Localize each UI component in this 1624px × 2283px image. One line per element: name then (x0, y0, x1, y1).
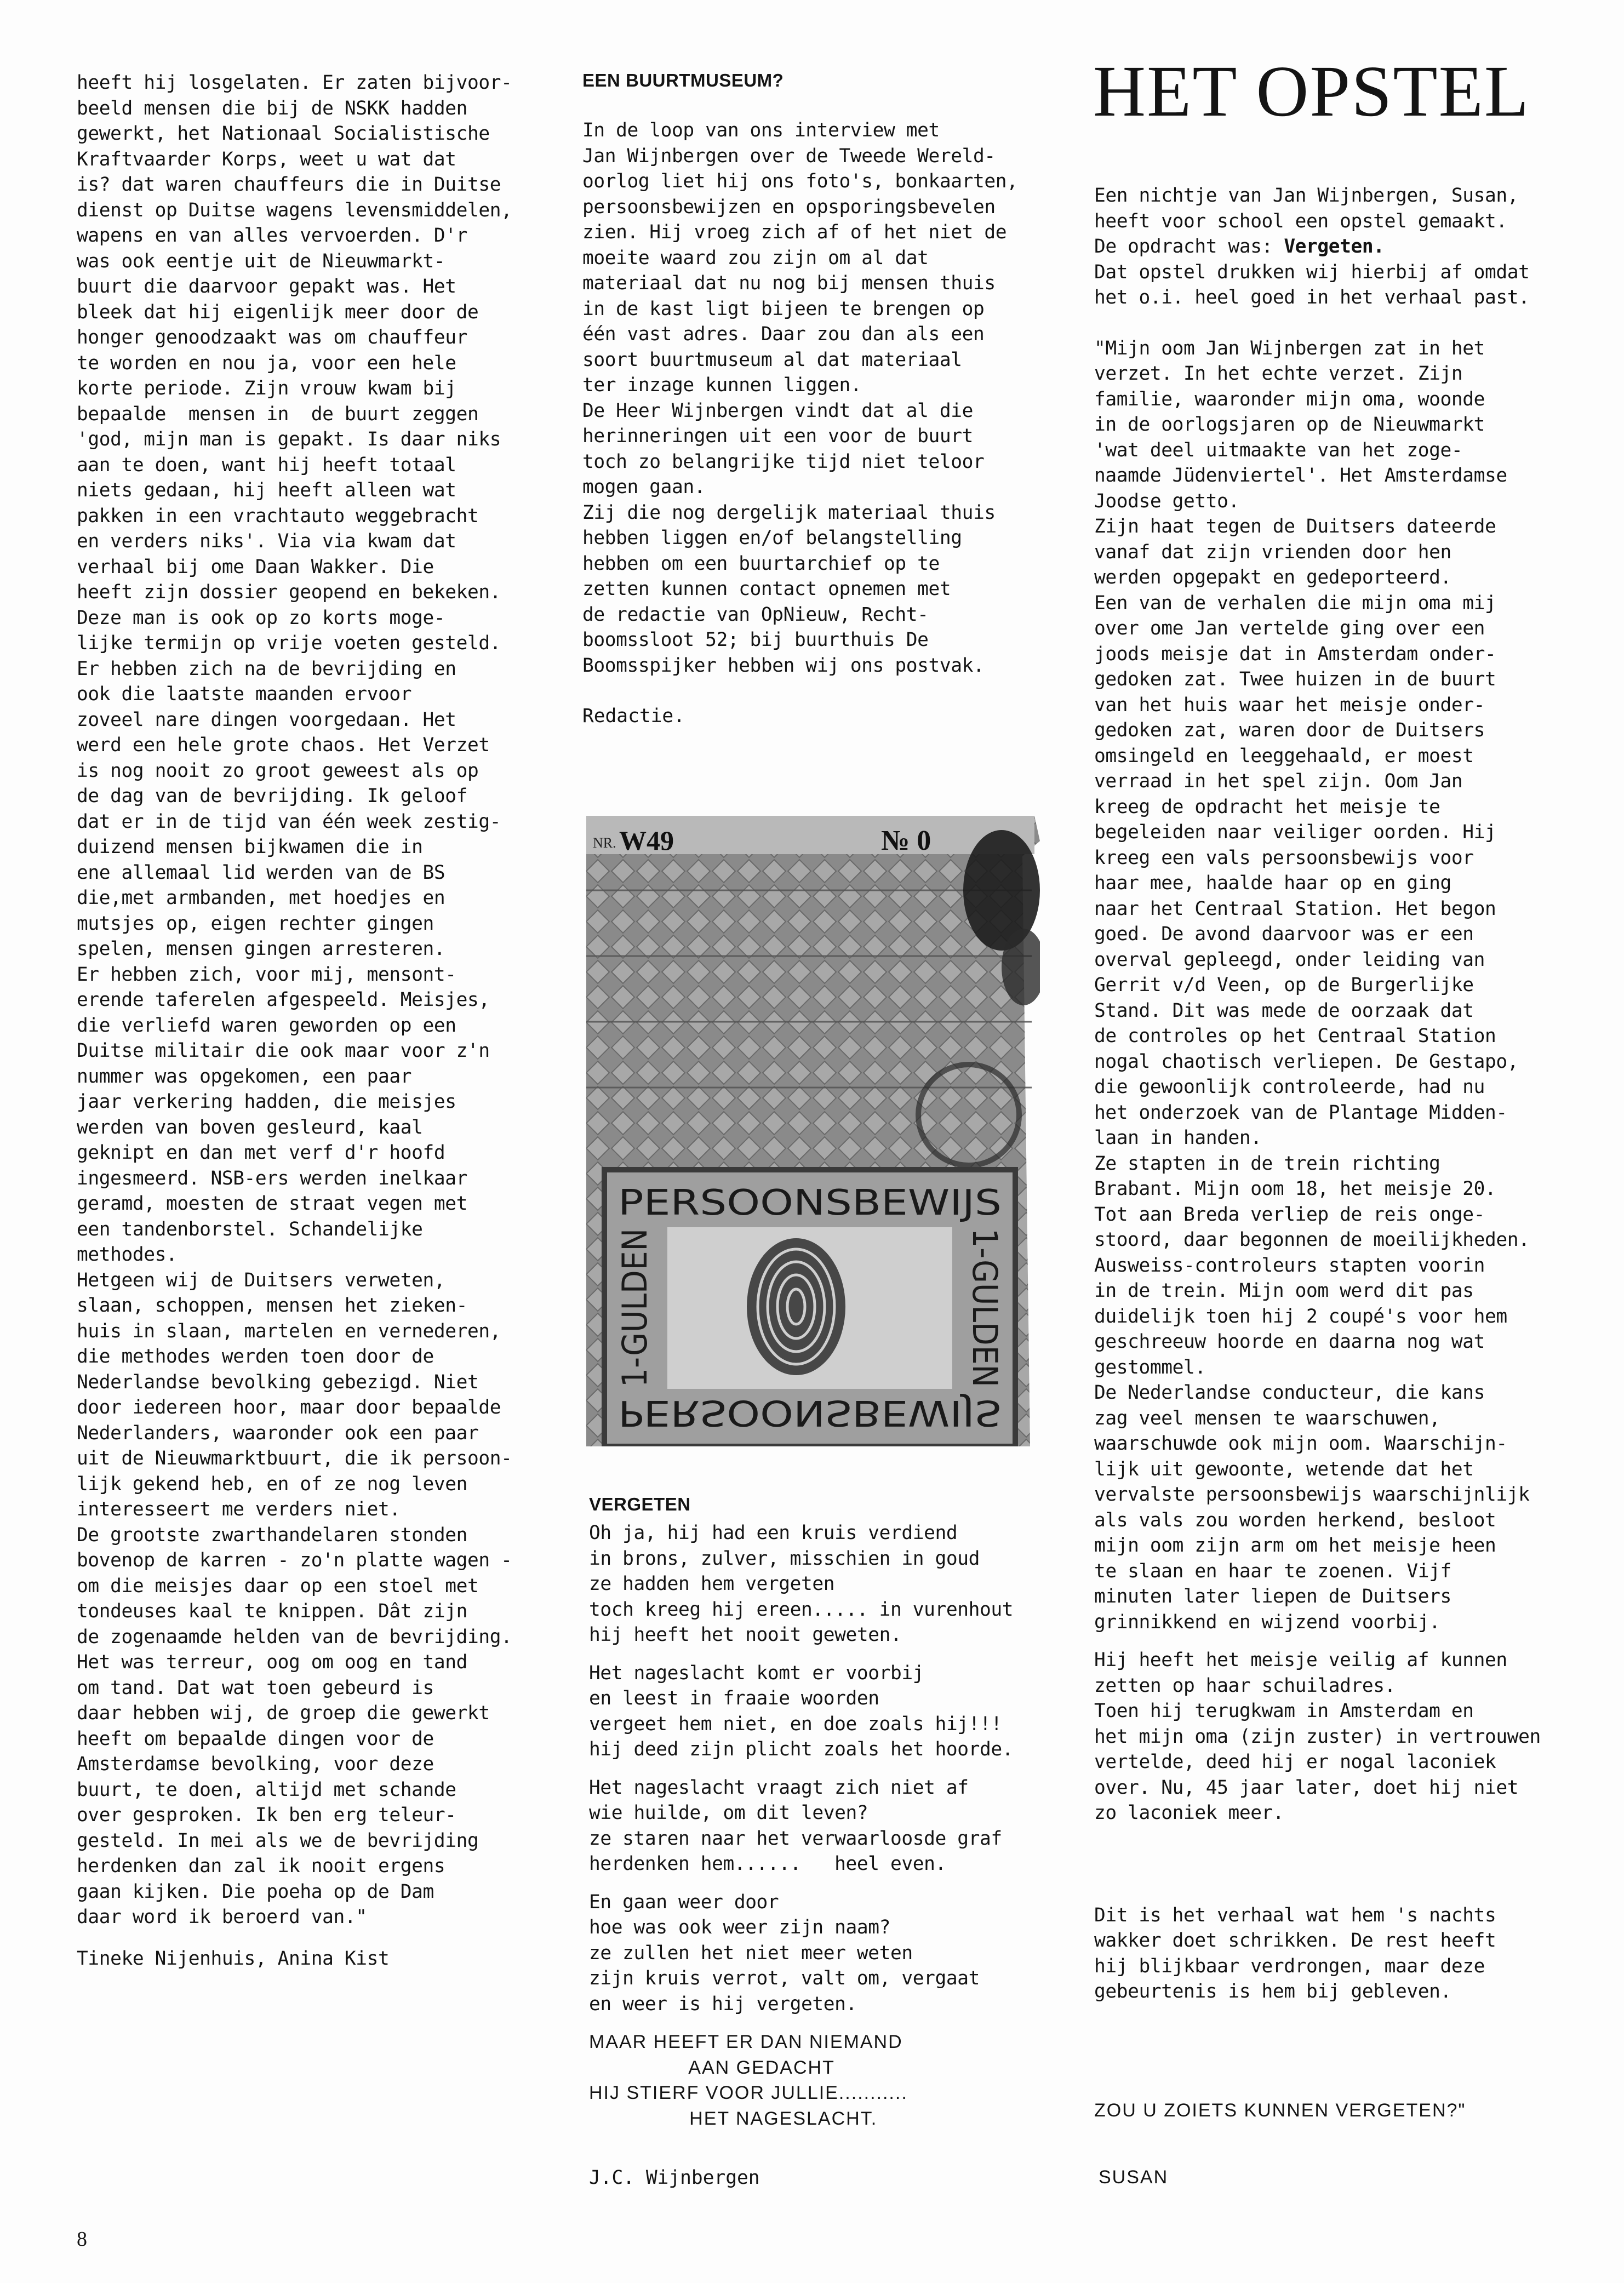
text-line: nummer was opgekomen, een paar (77, 1065, 412, 1088)
text-line: geschreeuw hoorde en daarna nog wat (1094, 1331, 1485, 1353)
text-line: laan in handen. (1094, 1127, 1262, 1149)
text-line: zetten op haar schuiladres. (1094, 1674, 1396, 1697)
text-line: gewerkt, het Nationaal Socialistische (77, 123, 490, 145)
text-line: Tot aan Breda verliep de reis onge- (1094, 1203, 1485, 1226)
text-line: 'god, mijn man is gepakt. Is daar niks (77, 428, 501, 450)
text-line: gesteld. In mei als we de bevrijding (77, 1829, 479, 1852)
text-line: Nederlandse bevolking gebezigd. Niet (77, 1371, 479, 1393)
text-line: geramd, moesten de straat vegen met (77, 1193, 467, 1215)
text-line: die gewoonlijk controleerde, had nu (1094, 1076, 1485, 1098)
column-opstel (1094, 183, 1587, 2123)
text-line: duizend mensen bijkwamen die in (77, 836, 423, 858)
text-line: daar hebben wij, de groep die gewerkt (77, 1702, 490, 1724)
text-line: lijk gekend heb, en of ze nog leven (77, 1473, 467, 1495)
poem-caps-line: HET NAGESLACHT. (589, 2108, 878, 2129)
text-line: familie, waaronder mijn oma, woonde (1094, 388, 1485, 410)
text-line: over. Nu, 45 jaar later, doet hij niet (1094, 1776, 1519, 1799)
poem-line: herdenken hem...... heel even. (589, 1853, 946, 1875)
text-line: herinneringen uit een voor de buurt (582, 425, 973, 447)
poem-line: toch kreeg hij ereen..... in vurenhout (589, 1598, 1014, 1621)
text-line: gedoken zat. Twee huizen in de buurt (1094, 668, 1496, 690)
text-line: werden van boven gesleurd, kaal (77, 1116, 423, 1138)
closing-question: ZOU U ZOIETS KUNNEN VERGETEN?" (1094, 2099, 1466, 2121)
poem-author: J.C. Wijnbergen (589, 2167, 760, 2189)
text-line: Dit is het verhaal wat hem 's nachts (1094, 1904, 1496, 1926)
text-line: dat er in de tijd van één week zestig- (77, 810, 501, 833)
text-line: waarschuwde ook mijn oom. Waarschijn- (1094, 1433, 1507, 1455)
text-line: Het was terreur, oog om oog en tand (77, 1651, 467, 1673)
text-line: grinnikkend en wijzend voorbij. (1094, 1611, 1440, 1633)
text-line: in de oorlogsjaren op de Nieuwmarkt (1094, 414, 1485, 436)
text-line: de controles op het Centraal Station (1094, 1025, 1496, 1047)
text-line: aan te doen, want hij heeft totaal (77, 454, 456, 476)
text-line: zo laconiek meer. (1094, 1802, 1284, 1824)
text-line: is nog nooit zo groot geweest als op (77, 759, 479, 782)
text-line: door iedereen hoor, maar door bepaalde (77, 1397, 501, 1418)
column-buurtmuseum (582, 118, 1065, 678)
text-line: Toen hij terugkwam in Amsterdam en (1094, 1700, 1474, 1722)
card-number-value: W49 (619, 825, 674, 856)
text-line: De grootste zwarthandelaren stonden (77, 1524, 467, 1546)
text-line: de dag van de bevrijding. Ik geloof (77, 785, 467, 807)
text-line: ook die laatste maanden ervoor (77, 683, 412, 705)
text-line: als vals zou worden herkend, besloot (1094, 1509, 1496, 1531)
assignment-word: Vergeten. (1284, 236, 1385, 258)
text-line: heeft hij losgelaten. Er zaten bijvoor- (77, 72, 512, 94)
text-line: hij blijkbaar verdrongen, maar deze (1094, 1955, 1485, 1977)
poem-line: Het nageslacht komt er voorbij (589, 1662, 924, 1684)
text-line: Jan Wijnbergen over de Tweede Wereld- (582, 145, 996, 167)
text-line: Amsterdamse bevolking, voor deze (77, 1753, 434, 1775)
text-line: heeft voor school een opstel gemaakt. (1094, 210, 1507, 232)
text-line: in de trein. Mijn oom werd dit pas (1094, 1280, 1474, 1302)
text-line: verhaal bij ome Daan Wakker. Die (77, 556, 434, 578)
text-line: zien. Hij vroeg zich af of het niet de (582, 221, 1007, 243)
text-line: haar mee, haalde haar op en ging (1094, 872, 1451, 894)
text-line: moeite waard zou zijn om al dat (582, 247, 929, 269)
poem-line: ze staren naar het verwaarloosde graf (589, 1827, 1002, 1850)
poem-caps-line: HIJ STIERF VOOR JULLIE........... (589, 2082, 908, 2103)
poem-heading: VERGETEN (589, 1494, 691, 1514)
text-line: om tand. Dat wat toen gebeurd is (77, 1677, 434, 1699)
text-line: kreeg de opdracht het meisje te (1094, 796, 1440, 818)
text-line: interesseert me verders niet. (77, 1498, 401, 1520)
text-line: herdenken dan zal ik nooit ergens (77, 1855, 445, 1877)
poem-caps-line: MAAR HEEFT ER DAN NIEMAND (589, 2032, 903, 2052)
text-line: joods meisje dat in Amsterdam onder- (1094, 643, 1496, 665)
text-line: oorlog liet hij ons foto's, bonkaarten, (582, 170, 1018, 192)
text-line: naar het Centraal Station. Het begon (1094, 897, 1496, 920)
card-serial-label: № 0 (881, 825, 931, 856)
poem-line: en leest in fraaie woorden (589, 1687, 879, 1709)
text-line: hebben liggen en/of belangstelling (582, 527, 962, 549)
text-line: die verliefd waren geworden op een (77, 1014, 456, 1037)
heading-buurtmuseum: EEN BUURTMUSEUM? (582, 70, 784, 90)
text-line: te slaan en haar te zoenen. Vijf (1094, 1560, 1451, 1582)
text-line: erende taferelen afgespeeld. Meisjes, (77, 989, 490, 1011)
text-line: hebben om een buurtarchief op te (582, 552, 940, 575)
text-line: in de kast ligt bijeen te brengen op (582, 297, 985, 320)
text-line: gebeurtenis is hem bij gebleven. (1094, 1981, 1451, 2002)
text-line: materiaal dat nu nog bij mensen thuis (582, 272, 996, 294)
text-line: Zijn haat tegen de Duitsers dateerde (1094, 516, 1496, 537)
text-line: overval gepleegd, onder leiding van (1094, 948, 1485, 971)
text-line: een tandenborstel. Schandelijke (77, 1218, 423, 1240)
poem-vergeten (589, 1520, 1060, 2131)
card-band-bottom: PERSOONSBEWIJS (618, 1392, 1002, 1433)
text-line: Ze stapten in de trein richting (1094, 1152, 1440, 1175)
text-line: het mijn oma (zijn zuster) in vertrouwen (1094, 1725, 1541, 1748)
text-line: De Heer Wijnbergen vindt dat al die (582, 399, 973, 422)
text-line: over gesproken. Ik ben erg teleur- (77, 1804, 456, 1826)
poem-line: wie huilde, om dit leven? (589, 1802, 868, 1824)
text-line: heeft zijn dossier geopend en bekeken. (77, 581, 501, 603)
text-line: bleek dat hij eigenlijk meer door de (77, 301, 479, 323)
text-line: minuten later liepen de Duitsers (1094, 1586, 1451, 1607)
text-line: 'wat deel uitmaakte van het zoge- (1094, 439, 1463, 461)
text-line: één vast adres. Daar zou dan als een (582, 323, 985, 345)
text-line: uit de Nieuwmarktbuurt, die ik persoon- (77, 1447, 512, 1469)
text-line: Kraftvaarder Korps, weet u wat dat (77, 148, 456, 170)
text-line: niets gedaan, hij heeft alleen wat (77, 479, 456, 501)
text-line: goed. De avond daarvoor was er een (1094, 923, 1474, 945)
text-line: Ausweiss-controleurs stapten voorin (1094, 1254, 1485, 1277)
text-line: soort buurtmuseum al dat materiaal (582, 348, 962, 371)
text-line: gaan kijken. Die poeha op de Dam (77, 1880, 434, 1903)
text-line: Een van de verhalen die mijn oma mij (1094, 592, 1496, 614)
text-line: is? dat waren chauffeurs die in Duitse (77, 174, 501, 196)
text-line: heeft om bepaalde dingen voor de (77, 1727, 434, 1750)
text-line: Brabant. Mijn oom 18, het meisje 20. (1094, 1178, 1496, 1200)
text-line: honger genoodzaakt was om chauffeur (77, 327, 467, 348)
text-line: ingesmeerd. NSB-ers werden inelkaar (77, 1167, 467, 1189)
page-number: 8 (77, 2228, 87, 2251)
text-line: slaan, schoppen, mensen het zieken- (77, 1295, 467, 1317)
text-line: Dat opstel drukken wij hierbij af omdat (1094, 261, 1530, 283)
text-line: Boomsspijker hebben wij ons postvak. (582, 654, 985, 677)
text-line: Gerrit v/d Veen, op de Burgerlijke (1094, 974, 1474, 996)
text-line: De Nederlandse conducteur, die kans (1094, 1382, 1485, 1404)
text-line: gestommel. (1094, 1356, 1206, 1378)
text-line: toch zo belangrijke tijd niet teloor (582, 450, 985, 473)
text-line: naamde Jüdenviertel'. Het Amsterdamse (1094, 465, 1507, 487)
text-line: lijk uit gewoonte, wetende dat het (1094, 1458, 1474, 1480)
card-vertical-right: 1-GULDEN (965, 1228, 1005, 1407)
text-line: het onderzoek van de Plantage Midden- (1094, 1101, 1507, 1124)
redactie-signature: Redactie. (582, 705, 685, 727)
text-line: Joodse getto. (1094, 490, 1239, 512)
text-line: beeld mensen die bij de NSKK hadden (77, 97, 467, 119)
text-line: Duitse militair die ook maar voor z'n (77, 1040, 490, 1062)
text-line: ene allemaal lid werden van de BS (77, 861, 445, 884)
text-line: daar word ik beroerd van." (77, 1906, 367, 1928)
text-line: omsingeld en leeggehaald, er moest (1094, 745, 1474, 767)
text-line: spelen, mensen gingen arresteren. (77, 938, 445, 960)
text-line: pakken in een vrachtauto weggebracht (77, 505, 479, 527)
text-line: persoonsbewijzen en opsporingsbevelen (582, 196, 996, 218)
poem-line: Het nageslacht vraagt zich niet af (589, 1776, 969, 1799)
text-line: buurt, te doen, altijd met schande (77, 1778, 456, 1801)
text-line: de redactie van OpNieuw, Recht- (582, 603, 929, 626)
poem-line: hij deed zijn plicht zoals het hoorde. (589, 1738, 1014, 1760)
text-line: kreeg een vals persoonsbewijs voor (1094, 846, 1474, 869)
text-line: huis in slaan, martelen en vernederen, (77, 1320, 501, 1342)
text-line: jaar verkering hadden, die meisjes (77, 1091, 456, 1113)
poem-line: ze zullen het niet meer weten (589, 1942, 913, 1964)
text-line: begeleiden naar veiliger oorden. Hij (1094, 821, 1496, 843)
text-line: vertelde, deed hij er nogal laconiek (1094, 1751, 1496, 1773)
text-line: stoord, daar begonnen de moeilijkheden. (1094, 1229, 1530, 1251)
text-line: werden opgepakt en gedeporteerd. (1094, 567, 1451, 588)
text-line: mogen gaan. (582, 476, 706, 498)
text-line: zetten kunnen contact opnemen met (582, 578, 951, 600)
card-band-top: PERSOONSBEWIJS (618, 1183, 1002, 1223)
text-line: geknipt en dan met verf d'r hoofd (77, 1142, 445, 1164)
text-line: In de loop van ons interview met (582, 119, 940, 141)
poem-line: En gaan weer door (589, 1891, 779, 1913)
poem-line: zijn kruis verrot, valt om, vergaat (589, 1967, 980, 1989)
poem-line: hoe was ook weer zijn naam? (589, 1916, 891, 1938)
text-line: Er hebben zich na de bevrijding en (77, 657, 456, 680)
poem-line: hij heeft het nooit geweten. (589, 1624, 902, 1646)
text-line: over ome Jan vertelde ging over een (1094, 617, 1485, 639)
text-line: was ook eentje uit de Nieuwmarkt- (77, 250, 445, 272)
text-line: zoveel nare dingen voorgedaan. Het (77, 708, 456, 731)
poem-caps-line: AAN GEDACHT (589, 2057, 835, 2078)
text-line: verzet. In het echte verzet. Zijn (1094, 363, 1463, 385)
text-line: dienst op Duitse wagens levensmiddelen, (77, 199, 512, 221)
card-number-label: NR. (593, 835, 616, 851)
text-line: Een nichtje van Jan Wijnbergen, Susan, (1094, 185, 1519, 207)
opstel-author: SUSAN (1099, 2167, 1169, 2188)
text-line: vervalste persoonsbewijs waarschijnlijk (1094, 1484, 1530, 1506)
text-line: en verders niks'. Via via kwam dat (77, 530, 456, 552)
text-line: verraad in het spel zijn. Oom Jan (1094, 770, 1463, 792)
text-line: om die meisjes daar op een stoel met (77, 1575, 479, 1597)
text-line: ter inzage kunnen liggen. (582, 374, 862, 396)
text-line: mutsjes op, eigen rechter gingen (77, 912, 434, 935)
text-line: vanaf dat zijn vrienden door hen (1094, 541, 1451, 563)
text-line: Er hebben zich, voor mij, mensont- (77, 963, 456, 986)
text-line: duidelijk toen hij 2 coupé's voor hem (1094, 1305, 1507, 1328)
text-line: Hij heeft het meisje veilig af kunnen (1094, 1649, 1507, 1671)
text-line: het o.i. heel goed in het verhaal past. (1094, 287, 1530, 308)
text-line: tondeuses kaal te knippen. Dât zijn (77, 1600, 467, 1622)
text-line: boomssloot 52; bij buurthuis De (582, 629, 929, 651)
column-interview (77, 70, 548, 1930)
poem-line: vergeet hem niet, en doe zoals hij!!! (589, 1713, 1002, 1735)
text-line: Stand. Dit was mede de oorzaak dat (1094, 999, 1474, 1022)
text-line: bepaalde mensen in de buurt zeggen (77, 403, 479, 425)
text-line: Deze man is ook op zo korts moge- (77, 606, 445, 629)
text-line: gedoken zat, waren door de Duitsers (1094, 719, 1485, 741)
text-line: de zogenaamde helden van de bevrijding. (77, 1626, 512, 1648)
text-line: zag veel mensen te waarschuwen, (1094, 1407, 1440, 1429)
poem-line: Oh ja, hij had een kruis verdiend (589, 1522, 958, 1544)
text-line: van het huis waar het meisje onder- (1094, 694, 1485, 716)
text-line: wakker doet schrikken. De rest heeft (1094, 1930, 1496, 1952)
poem-line: ze hadden hem vergeten (589, 1573, 835, 1595)
column1-signature: Tineke Nijenhuis, Anina Kist (77, 1948, 390, 1970)
text-line: Hetgeen wij de Duitsers verweten, (77, 1269, 445, 1291)
text-line: mijn oom zijn arm om het meisje heen (1094, 1535, 1496, 1557)
poem-line: in brons, zulver, misschien in goud (589, 1547, 980, 1570)
text-line: die,met armbanden, met hoedjes en (77, 887, 445, 909)
poem-line: en weer is hij vergeten. (589, 1993, 857, 2015)
text-line: methodes. (77, 1244, 178, 1266)
text-line: die methodes werden toen door de (77, 1346, 434, 1367)
poem-closing-caps (589, 2029, 1060, 2131)
text-line: nogal chaotisch verliepen. De Gestapo, (1094, 1050, 1519, 1073)
text-line: Nederlanders, waaronder ook een paar (77, 1422, 479, 1444)
card-vertical-left: 1-GULDEN (615, 1209, 655, 1387)
text-line: korte periode. Zijn vrouw kwam bij (77, 377, 456, 399)
identity-card-photo (585, 808, 1040, 1449)
text-line: "Mijn oom Jan Wijnbergen zat in het (1094, 337, 1485, 359)
text-line: wapens en van alles vervoerden. D'r (77, 225, 467, 247)
article-title: HET OPSTEL (1093, 50, 1530, 131)
text-line: lijke termijn op vrije voeten gesteld. (77, 632, 501, 654)
text-line: buurt die daarvoor gepakt was. Het (77, 276, 456, 297)
text-line: bovenop de karren - zo'n platte wagen - (77, 1549, 512, 1571)
text-line: werd een hele grote chaos. Het Verzet (77, 734, 490, 756)
text-line: te worden en nou ja, voor een hele (77, 352, 456, 374)
text-line: De opdracht was: Vergeten. (1094, 236, 1385, 258)
text-line: Zij die nog dergelijk materiaal thuis (582, 501, 996, 524)
